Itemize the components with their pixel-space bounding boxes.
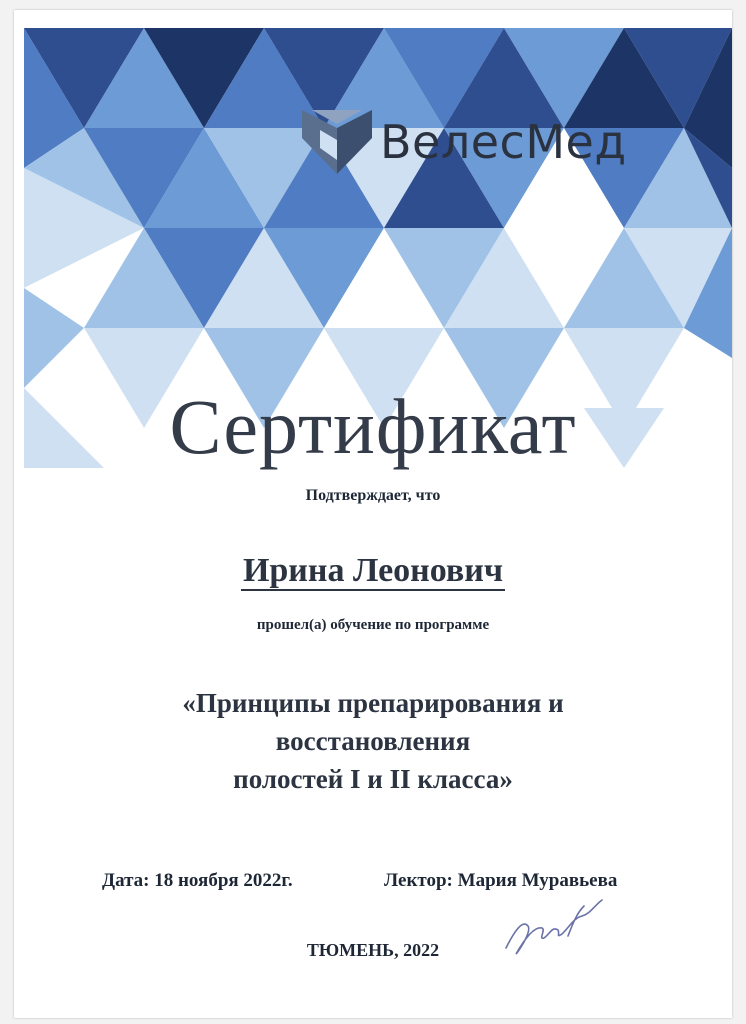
brand-logo [302,110,627,174]
date-text: Дата: 18 ноября 2022г. [102,870,293,891]
city-year: ТЮМЕНЬ, 2022 [306,940,440,960]
certificate-sheet [14,10,732,1018]
program-line: «Принципы препарирования и [182,688,564,718]
confirms-text: Подтверждает, что [305,487,441,504]
program-title [0,684,746,798]
lector-text: Лектор: Мария Муравьева [384,870,618,891]
completed-text: прошел(а) обучение по программе [256,617,490,633]
recipient-name-text: Ирина Леонович [242,552,504,589]
certificate-title: Сертификат [169,383,577,470]
brand-name: ВелесМед [380,115,627,169]
shield-triangle-icon [302,110,372,174]
program-line: восстановления [275,726,471,756]
program-line: полостей I и II класса» [233,764,513,794]
recipient-name [0,552,746,590]
